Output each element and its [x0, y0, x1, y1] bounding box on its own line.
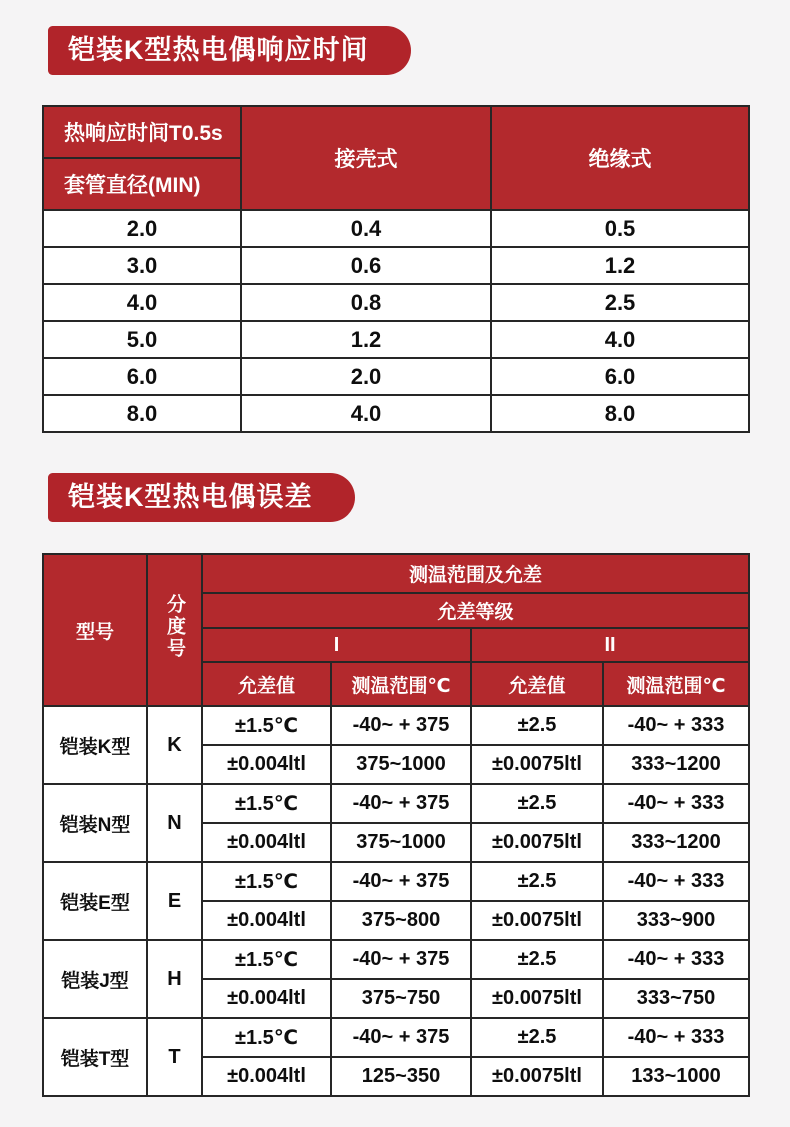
cell-diameter: 4.0 [43, 284, 241, 321]
cell-diameter: 6.0 [43, 358, 241, 395]
cell-temp-range: -40~ + 375 [331, 1018, 471, 1057]
cell-tolerance-value: ±0.0075ltl [471, 901, 603, 940]
cell-tolerance-value: ±0.0075ltl [471, 745, 603, 784]
cell-insulated-value: 8.0 [491, 395, 749, 432]
cell-tolerance-value: ±0.004ltl [202, 1057, 331, 1096]
cell-temp-range: -40~ + 333 [603, 784, 749, 823]
cell-graduation: E [147, 862, 202, 940]
cell-tolerance-value: ±2.5 [471, 862, 603, 901]
cell-temp-range: 333~750 [603, 979, 749, 1018]
cell-graduation: K [147, 706, 202, 784]
response-time-header-row-top [43, 106, 749, 158]
cell-temp-range: 375~750 [331, 979, 471, 1018]
cell-model: 铠装K型 [43, 706, 147, 784]
cell-diameter: 2.0 [43, 210, 241, 247]
error-table [42, 553, 750, 1097]
cell-tolerance-value: ±0.004ltl [202, 901, 331, 940]
cell-temp-range: 333~1200 [603, 745, 749, 784]
cell-temp-range: -40~ + 333 [603, 1018, 749, 1057]
table-row [43, 210, 749, 247]
error-header-row-1 [43, 554, 749, 593]
table-row-group-k [43, 706, 749, 745]
header-sheath-diameter: 套管直径(MIN) [43, 158, 241, 210]
table-row-group-e [43, 862, 749, 901]
cell-temp-range: 125~350 [331, 1057, 471, 1096]
table-row [43, 358, 749, 395]
table-row [43, 395, 749, 432]
cell-tolerance-value: ±1.5℃ [202, 784, 331, 823]
cell-model: 铠装N型 [43, 784, 147, 862]
section-title-error: 铠装K型热电偶误差 [48, 473, 355, 522]
response-time-table [42, 105, 750, 433]
header-graduation-text: 分度号 [164, 594, 185, 660]
cell-insulated-value: 2.5 [491, 284, 749, 321]
header-tolerance-grade: 允差等级 [202, 593, 749, 628]
cell-tolerance-value: ±2.5 [471, 1018, 603, 1057]
cell-tolerance-value: ±1.5℃ [202, 706, 331, 745]
cell-temp-range: 333~1200 [603, 823, 749, 862]
cell-shell-value: 0.8 [241, 284, 491, 321]
cell-temp-range: 375~1000 [331, 823, 471, 862]
cell-tolerance-value: ±0.004ltl [202, 745, 331, 784]
cell-insulated-value: 4.0 [491, 321, 749, 358]
cell-tolerance-value: ±0.0075ltl [471, 979, 603, 1018]
cell-shell-value: 0.4 [241, 210, 491, 247]
cell-graduation: H [147, 940, 202, 1018]
cell-temp-range: 375~800 [331, 901, 471, 940]
cell-temp-range: -40~ + 333 [603, 862, 749, 901]
cell-shell-value: 4.0 [241, 395, 491, 432]
header-temp-range-1: 测温范围℃ [331, 662, 471, 706]
header-shell-type: 接壳式 [241, 106, 491, 210]
cell-tolerance-value: ±0.0075ltl [471, 1057, 603, 1096]
cell-model: 铠装E型 [43, 862, 147, 940]
header-grade-1: I [202, 628, 471, 662]
cell-temp-range: 133~1000 [603, 1057, 749, 1096]
header-model: 型号 [43, 554, 147, 706]
cell-temp-range: -40~ + 375 [331, 784, 471, 823]
cell-shell-value: 2.0 [241, 358, 491, 395]
cell-temp-range: -40~ + 375 [331, 940, 471, 979]
cell-tolerance-value: ±2.5 [471, 706, 603, 745]
cell-temp-range: -40~ + 333 [603, 706, 749, 745]
header-graduation [147, 554, 202, 706]
cell-insulated-value: 0.5 [491, 210, 749, 247]
cell-temp-range: -40~ + 333 [603, 940, 749, 979]
cell-tolerance-value: ±2.5 [471, 940, 603, 979]
cell-temp-range: -40~ + 375 [331, 862, 471, 901]
table-row-group-j [43, 940, 749, 979]
table-row [43, 247, 749, 284]
cell-graduation: T [147, 1018, 202, 1096]
header-tolerance-value-1: 允差值 [202, 662, 331, 706]
cell-temp-range: -40~ + 375 [331, 706, 471, 745]
cell-tolerance-value: ±1.5℃ [202, 940, 331, 979]
header-temp-range-2: 测温范围℃ [603, 662, 749, 706]
cell-graduation: N [147, 784, 202, 862]
cell-diameter: 8.0 [43, 395, 241, 432]
cell-tolerance-value: ±0.004ltl [202, 979, 331, 1018]
header-insulated-type: 绝缘式 [491, 106, 749, 210]
cell-tolerance-value: ±0.004ltl [202, 823, 331, 862]
cell-insulated-value: 6.0 [491, 358, 749, 395]
cell-tolerance-value: ±0.0075ltl [471, 823, 603, 862]
cell-shell-value: 1.2 [241, 321, 491, 358]
cell-temp-range: 333~900 [603, 901, 749, 940]
header-tolerance-value-2: 允差值 [471, 662, 603, 706]
cell-insulated-value: 1.2 [491, 247, 749, 284]
table-row [43, 321, 749, 358]
section-title-response-time: 铠装K型热电偶响应时间 [48, 26, 411, 75]
table-row [43, 284, 749, 321]
cell-tolerance-value: ±1.5℃ [202, 862, 331, 901]
cell-model: 铠装J型 [43, 940, 147, 1018]
cell-tolerance-value: ±2.5 [471, 784, 603, 823]
header-range-and-tolerance: 测温范围及允差 [202, 554, 749, 593]
table-row-group-n [43, 784, 749, 823]
header-thermal-response-time: 热响应时间T0.5s [43, 106, 241, 158]
cell-diameter: 5.0 [43, 321, 241, 358]
cell-shell-value: 0.6 [241, 247, 491, 284]
cell-tolerance-value: ±1.5℃ [202, 1018, 331, 1057]
table-row-group-t [43, 1018, 749, 1057]
cell-diameter: 3.0 [43, 247, 241, 284]
cell-temp-range: 375~1000 [331, 745, 471, 784]
cell-model: 铠装T型 [43, 1018, 147, 1096]
header-grade-2: II [471, 628, 749, 662]
